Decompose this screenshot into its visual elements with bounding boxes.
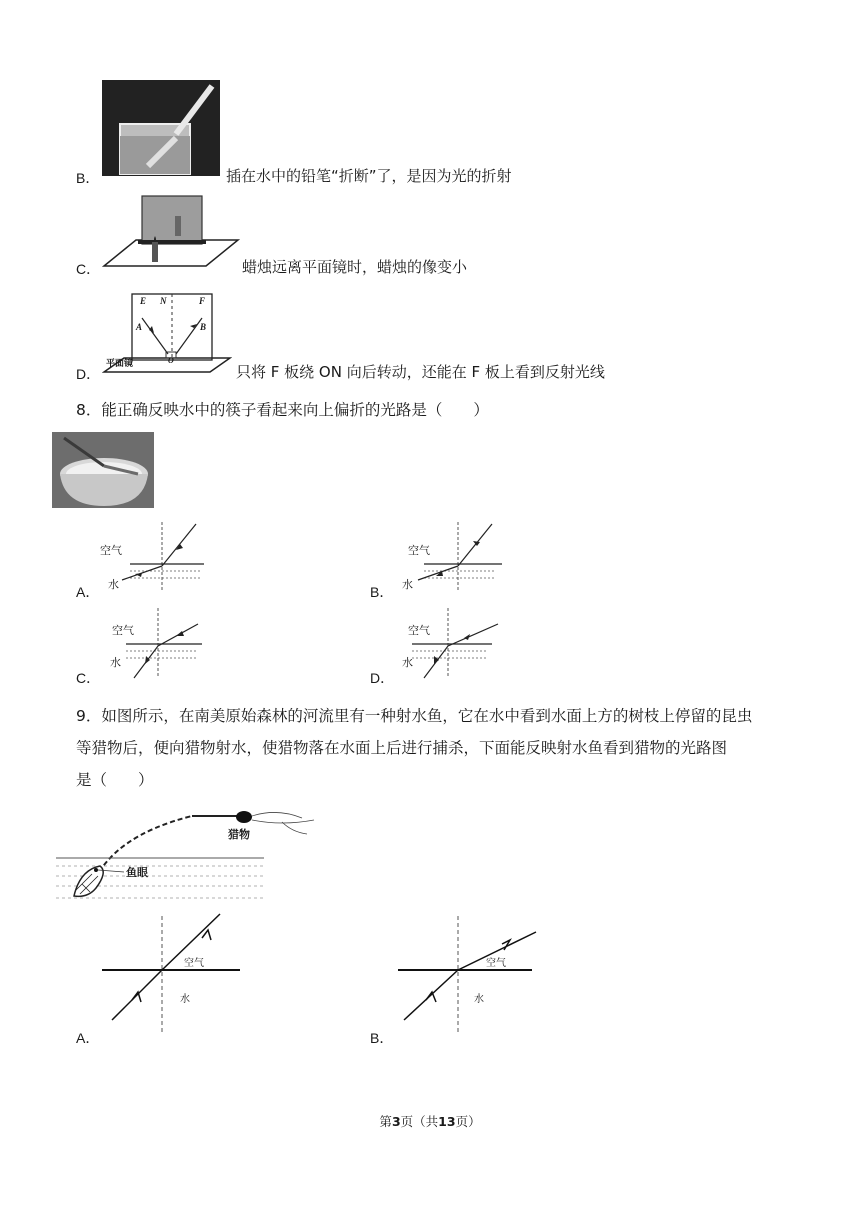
q8-option-a bbox=[76, 520, 216, 600]
q8-option-b bbox=[370, 520, 510, 600]
water-label: 水 bbox=[110, 656, 121, 669]
q9-stem-line-1: 9．如图所示，在南美原始森林的河流里有一种射水鱼，它在水中看到水面上方的树枝上停留的昆虫 bbox=[76, 707, 753, 725]
q9-stem-line-3: 是（ ） bbox=[76, 771, 154, 789]
air-label: 空气 bbox=[486, 958, 506, 969]
air-label: 空气 bbox=[408, 624, 430, 637]
footer-total-pages: 13 bbox=[438, 1114, 456, 1129]
label-e: E bbox=[140, 296, 147, 306]
label-n: N bbox=[160, 296, 167, 306]
q8-option-d bbox=[370, 606, 510, 686]
refraction-diagram-d bbox=[394, 606, 510, 682]
option-letter: B． bbox=[370, 1030, 394, 1046]
air-label: 空气 bbox=[408, 544, 430, 557]
water-label: 水 bbox=[474, 994, 484, 1005]
air-label: 空气 bbox=[184, 958, 204, 969]
option-d-text: 只将 F 板绕 ON 向后转动，还能在 F 板上看到反射光线 bbox=[236, 363, 605, 381]
label-mirror: 平面镜 bbox=[106, 359, 134, 369]
option-letter: A． bbox=[76, 584, 100, 600]
option-b-text: 插在水中的铅笔“折断”了，是因为光的折射 bbox=[226, 167, 512, 185]
light-path-diagram-a bbox=[102, 910, 252, 1040]
q9-stem-line-2: 等猎物后，便向猎物射水，使猎物落在水面上后进行捕杀，下面能反映射水鱼看到猎物的光路图 bbox=[76, 739, 728, 757]
option-letter-c: C． bbox=[76, 261, 101, 277]
q8-option-c bbox=[76, 606, 216, 686]
label-a: A bbox=[136, 322, 143, 332]
label-b: B bbox=[200, 322, 207, 332]
option-letter: A． bbox=[76, 1030, 100, 1046]
fish-eye-label: 鱼眼 bbox=[126, 866, 148, 879]
option-letter: D． bbox=[370, 670, 395, 686]
q9-option-a bbox=[76, 910, 276, 1050]
footer-page-number: 3 bbox=[391, 1114, 401, 1129]
air-label: 空气 bbox=[112, 624, 134, 637]
water-label: 水 bbox=[180, 994, 190, 1005]
label-o: O bbox=[168, 356, 174, 365]
footer-suffix: 页） bbox=[455, 1114, 481, 1129]
water-label: 水 bbox=[402, 656, 413, 669]
air-label: 空气 bbox=[100, 544, 122, 557]
footer-mid: 页（共 bbox=[400, 1114, 439, 1129]
label-f: F bbox=[199, 296, 206, 306]
option-letter: B． bbox=[370, 584, 394, 600]
light-path-diagram-b bbox=[396, 910, 546, 1040]
archerfish-scene bbox=[52, 806, 322, 902]
water-label: 水 bbox=[108, 578, 119, 591]
chopsticks-bowl-photo bbox=[52, 432, 154, 508]
prey-label: 猎物 bbox=[228, 828, 250, 841]
page-footer bbox=[0, 1112, 860, 1130]
q8-stem: 8．能正确反映水中的筷子看起来向上偏折的光路是（ ） bbox=[76, 401, 489, 419]
footer-prefix: 第 bbox=[379, 1114, 392, 1129]
plane-mirror-candle-figure bbox=[102, 192, 242, 270]
option-letter: C． bbox=[76, 670, 101, 686]
option-c-text: 蜡烛远离平面镜时，蜡烛的像变小 bbox=[242, 258, 468, 276]
q9-option-b bbox=[370, 910, 570, 1050]
option-letter-b: B． bbox=[76, 170, 100, 186]
water-label: 水 bbox=[402, 578, 413, 591]
option-letter-d: D． bbox=[76, 366, 101, 382]
refraction-diagram-c bbox=[100, 606, 216, 682]
pencil-in-water-photo bbox=[102, 80, 220, 176]
reflection-board-figure bbox=[102, 292, 232, 378]
